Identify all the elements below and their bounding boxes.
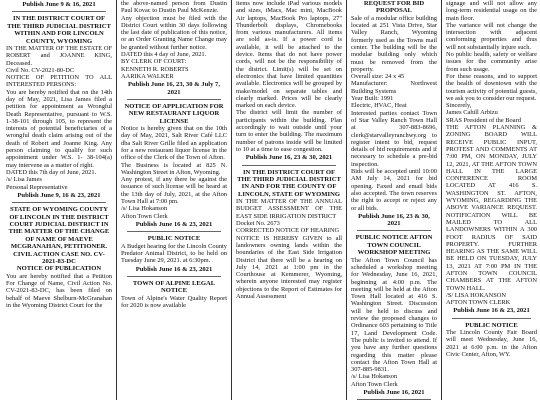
notice-body-text: Bids will be accepted until 10:00 AM July 14, 2021 for bid opening. Faxed and email bids also accepted. The town reserves the right to accept or reject any or all bids. — [351, 168, 437, 212]
column-5 — [442, 0, 540, 400]
notice-body-text: Any objection must be filed with the District Court within 30 days following the last date of publication of this notice, or an Order Granting Name Change may be granted without further notice. — [121, 14, 227, 51]
notice-body-text: Town of Alpine's Water Quality Report for 2020 is now available — [121, 294, 227, 309]
notice-body-text: the above-named person from Dustin Paul Kovac to Dustin Paul McKenzie. — [121, 0, 227, 15]
notice-body-text: Manufacturer: Northwest Building Systems — [351, 80, 437, 95]
notice-body-text: /s/ Lisa James — [6, 176, 42, 184]
notice-separator — [12, 202, 106, 203]
notice-body-text: You are hereby notified that a Petition For Change of Name, Civil Action No. CV-2021-83-DC, has been filed on behalf of Maeve Shelburn-McGranahan in the Wyoming District Court for the — [6, 272, 112, 309]
publish-dates-line: Publish June 16 & 23, 2021 — [453, 307, 530, 315]
publish-dates-line: Publish June 16, 2021 — [363, 388, 425, 396]
notice-separator — [357, 230, 431, 231]
notice-body-text: DATED this 7th day of June, 2021. — [6, 168, 97, 176]
notice-body-text: items now include iPad various models and sizes, iMacs, Mac mini, MacBook Air laptops, MacBook Pro laptops, 27" Thunderbolt displays, Chromebooks from various manufacturers. All items are sold as-is. If a power cord is available, it will be attached to the device. Items that do not have power cords, will not be the responsibility of the district. Limit(s) will be set on electronics that have limited quantities available. Electronics will be grouped by make/model on separate tables and clearly marked. Prices will be clearly marked on each device. — [236, 0, 342, 110]
notice-body-text: AARIKA WALKER — [121, 72, 174, 80]
notice-heading: PUBLIC NOTICE — [465, 321, 518, 329]
publish-dates-line: Publish June 16, 23 & 30, 2021 — [358, 212, 430, 228]
notice-body-text: IN THE MATTER OF THE ESTATE OF ROBERT and JOANNE KING, Deceased. — [6, 44, 112, 67]
publish-dates-line: Publish June 16 & 23, 2021 — [135, 220, 213, 228]
notice-body-text: Afton Town Clerk — [351, 380, 398, 388]
notice-body-text: Overall size: 24 x 45 — [351, 73, 405, 81]
notice-body-text: NOTICE IS HEREBY GIVEN to all landowners owning lands within the boundaries of the East Side Irrigation District that there will be a hearing on July 14, 2021 at 1:00 pm in the Courthouse at Kemmerer, Wyoming, wherein anyone interested may register objections to the Report of Estimates for Annual Assessment — [236, 234, 342, 301]
notice-body-text: IN THE MATTER OF THE ANNUAL BUDGET ASSESSMENT OF THE EAST SIDE IRRIGATION DISTRICT — [236, 198, 342, 220]
column-1 — [2, 0, 116, 400]
notice-body-text: Year Built: 1991 — [351, 95, 394, 103]
notice-body-text: Sincerely, — [446, 102, 472, 110]
notice-heading: REQUEST FOR BID PROPOSAL — [363, 0, 425, 15]
notice-separator — [242, 165, 336, 166]
notice-body-text: DATED this 4 day of June, 2021. — [121, 51, 207, 59]
notice-separator — [452, 318, 531, 319]
notice-heading: NOTICE OF APPLICATION FOR NEW RESTAURANT LIQUOR LICENSE — [124, 102, 224, 125]
notice-body-text: The Lincoln County Fair Board will meet Wednesday, June 16, 2021 at 6:00 p.m. in the Afton Civic Center, Afton, WY. — [446, 329, 537, 359]
notice-heading: TOWN OF ALPINE LEGAL NOTICE — [132, 279, 216, 295]
notice-body-text: Notice is hereby given that on the 10th day of May, 2021, Salt River Café LLC dba Salt River Grille filed an application for a new restaurant liquor license in the office of the Clerk of the Town of Afton. — [121, 125, 227, 162]
notice-body-text: THE AFTON PLANNING & ZONING BOARD WILL RECEIVE PUBLIC INPUT, PROTEST AND COMMENTS AT 7:00 PM, ON MONDAY, JULY 12, 2021, AT THE AFTON TOWN HALL IN THE LARGE CONFERENCE ROOM LOCATED AT 416 S. WASHINGTON ST. AFTON, WYOMING, REGARDING THE ABOVE VARIANCE REQUEST. NOTIFICATION WILL BE MAILED TO ALL LANDOWNERS WITHIN A 300 FOOT RADIUS OF SAID PROPERTY. FURTHER HEARING AS THE SAME WILL BE HELD ON TUESDAY, JULY 13, 2021 AT 7:00 PM IN THE AFTON TOWN COUNCIL CHAMBERS AT THE AFTON TOWN HALL. — [446, 124, 537, 292]
notice-body-text: CORRECTED NOTICE OF HEARING — [236, 227, 340, 235]
notice-body-text: For these reasons, and to support the health of downtown with the tourism activity of potential guests, we ask you to consider our request. — [446, 72, 537, 102]
notice-body-text: The Afton Town Council has scheduled a workshop meeting for Wednesday, June 16, 2021, beginning at 4:00 p.m. The meeting will be held at the Afton Town Hall located at 416 S. Washington Street. Discussion will be held to discuss and review the proposed changes to Ordinance 603 pertaining to Title 17, Land Development Code. The public is invited to attend. If you have any further questions regarding this matter please contact the Afton Town Hall at 307-885-9831. — [351, 256, 437, 374]
notice-body-text: Sale of a modular office building located at 251 Vista Drive, Star Valley Ranch, Wyoming formerly used as the Towns mail center. The building will be the modular building only which must be removed from the property. — [351, 14, 437, 73]
notice-body-text: /s/ Lisa Hokanson — [121, 205, 168, 213]
notice-body-text: The Business is located at 825 N. Washington Street in Afton, Wyoming. — [121, 161, 227, 176]
notice-body-text: Docket No. 2673 — [236, 220, 280, 228]
notice-body-text: Personal Representative — [6, 183, 68, 191]
notice-heading: NOTICE OF PUBLICATION — [16, 265, 102, 273]
notice-body-text: The variance will not change the intersection with adjacent conforming properties and thus will not substantially injure such. — [446, 21, 537, 51]
notice-separator — [127, 276, 221, 277]
publish-dates-line: Publish June 9, 16 & 23, 2021 — [17, 191, 101, 199]
notice-body-text: KENNETH R. ROBERTS — [121, 65, 189, 73]
notice-body-text: No public health, safety or welfare issues for the community arise from such usage. — [446, 51, 537, 73]
notice-body-text: /S/ LISA HOKANSON — [446, 291, 507, 299]
publish-dates-line: Publish June 9 & 16, 2021 — [22, 1, 96, 8]
notice-heading: PUBLIC NOTICE — [147, 235, 201, 243]
notice-body-text: Electric, HVAC, Heat — [351, 102, 407, 110]
notice-separator — [127, 231, 221, 232]
notice-body-text: NOTICE OF PETITION TO ALL INTERESTED PERSONS: — [6, 74, 112, 89]
notice-body-text: signage and will not allow any long-term residential usage on the main floor. — [446, 0, 537, 22]
publish-dates-line: Publish June 16, 23, 30 & July 7, 2021 — [128, 81, 220, 96]
notice-body-text: Civil No. CV-2021-80-DC — [6, 66, 75, 74]
notice-body-text: A Budget hearing for the Lincoln County Predator Animal District, to be held on Tuesday June 29, 2021. at 6:30pm. — [121, 242, 227, 265]
publish-dates-line: Publish June 16, 23 & 30, 2021 — [245, 154, 333, 162]
notice-body-text: You are hereby notified that on the 14th day of May, 2021, Lisa James filed a petition for appointment as Wrongful Death Representative, pursuant to W.S. 1-38-101 through 105, to represent the interests of potential beneficiaries of a wrongful death claim arising out of the death of Robert and Joanne King. Any person claiming to qualify for such appointment under W.S. 1- 38-104(a) may intervene as a matter of right. — [6, 88, 112, 169]
notice-heading: IN THE DISTRICT COURT OF THE THIRD JUDICIAL DISTRICT WITHIN AND FOR LINCOLN COUNTY, WYOMING — [7, 15, 111, 45]
notice-body-text: The district will limit the number of participants within the building. Plan accordingly to wait outside until your turn to enter the building. The maximum number of patrons inside will be limited to 10 at a time to ease congestion. — [236, 109, 342, 153]
notice-body-text: /s/ Lisa Hokanson — [351, 373, 398, 381]
column-4 — [347, 0, 441, 400]
notice-heading: PUBLIC NOTICE AFTON TOWN COUNCIL WORKSHOP MEETING — [355, 234, 433, 257]
notice-body-text: Afton Town Clerk — [121, 212, 168, 220]
notice-body-text: Any protest, if any there be against the issuance of such license will be heard at the 13th day of July, 2021, at the Afton Town Hall at 7:00 pm. — [121, 176, 227, 206]
notice-body-text: BY CLERK OF COURT: — [121, 58, 187, 66]
notice-body-text: AFTON TOWN CLERK — [446, 299, 511, 307]
notice-separator — [127, 99, 221, 100]
notice-heading: STATE OF WYOMING COUNTY OF LINCOLN IN THE DISTRICT COURT JUDICIAL DISTRICT IN THE MATTER OF THE CHANGE OF NAME OF MAEVE MCGRANAHAN, PETITIONER. CIVIL ACTION CASE NO. CV-2021-83-DC — [8, 206, 110, 265]
notice-body-text: Interested parties contact Town of Star Valley Ranch Town Hall at 307-883-8696, clerk@starvalleyranchwy.org to register intent to bid, request details of bid requirements and if necessary to schedule a pre-bid inspection. — [351, 109, 437, 168]
notice-body-text: James Cahill Arbizu — [446, 109, 498, 117]
publish-dates-line: Publish June 16 & 23, 2021 — [135, 265, 213, 273]
column-3 — [232, 0, 346, 400]
notice-separator — [12, 11, 106, 12]
column-2 — [117, 0, 231, 400]
notice-body-text: SRAS President of the Board — [446, 116, 521, 124]
notice-heading: IN THE DISTRICT COURT OF THE THIRD JUDICIAL DISTRICT IN AND FOR THE COUNTY OF LINCOLN, STATE OF WYOMING — [237, 168, 341, 198]
